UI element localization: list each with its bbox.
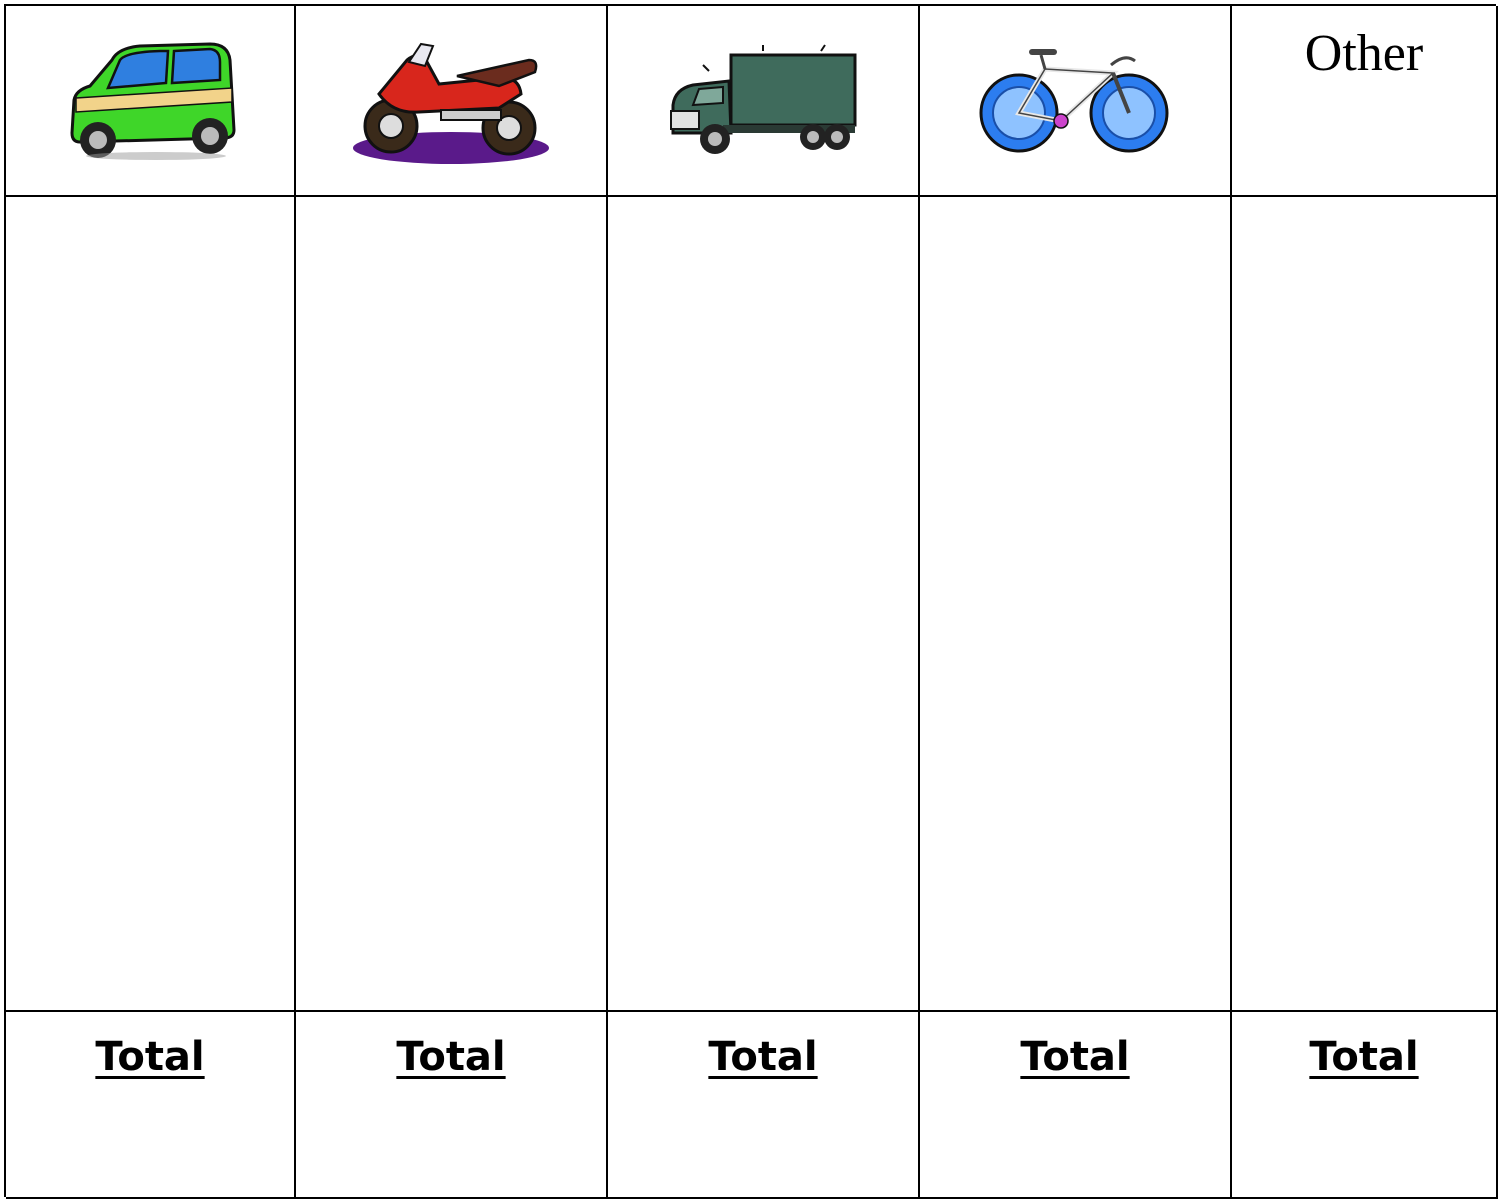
total-label: Total (1309, 1034, 1419, 1080)
tally-area-car (6, 197, 296, 1012)
total-label: Total (1020, 1034, 1130, 1080)
total-cell-bicycle (920, 1012, 1232, 1199)
total-cell-motorcycle (296, 1012, 608, 1199)
motorcycle-icon (349, 36, 554, 166)
tally-area-truck (608, 197, 920, 1012)
header-motorcycle (296, 6, 608, 197)
header-truck (608, 6, 920, 197)
total-cell-other (1232, 1012, 1498, 1199)
other-label: Other (1304, 25, 1424, 82)
tally-area-motorcycle (296, 197, 608, 1012)
tally-area-other (1232, 197, 1498, 1012)
total-label: Total (396, 1034, 506, 1080)
tally-area-bicycle (920, 197, 1232, 1012)
car-icon (60, 38, 240, 163)
total-cell-car (6, 1012, 296, 1199)
total-cell-truck (608, 1012, 920, 1199)
header-other (1232, 6, 1498, 197)
total-label: Total (708, 1034, 818, 1080)
tally-sheet (4, 4, 1496, 1197)
total-label: Total (95, 1034, 205, 1080)
header-bicycle (920, 6, 1232, 197)
truck-icon (663, 41, 863, 161)
header-car (6, 6, 296, 197)
bicycle-icon (975, 43, 1175, 158)
